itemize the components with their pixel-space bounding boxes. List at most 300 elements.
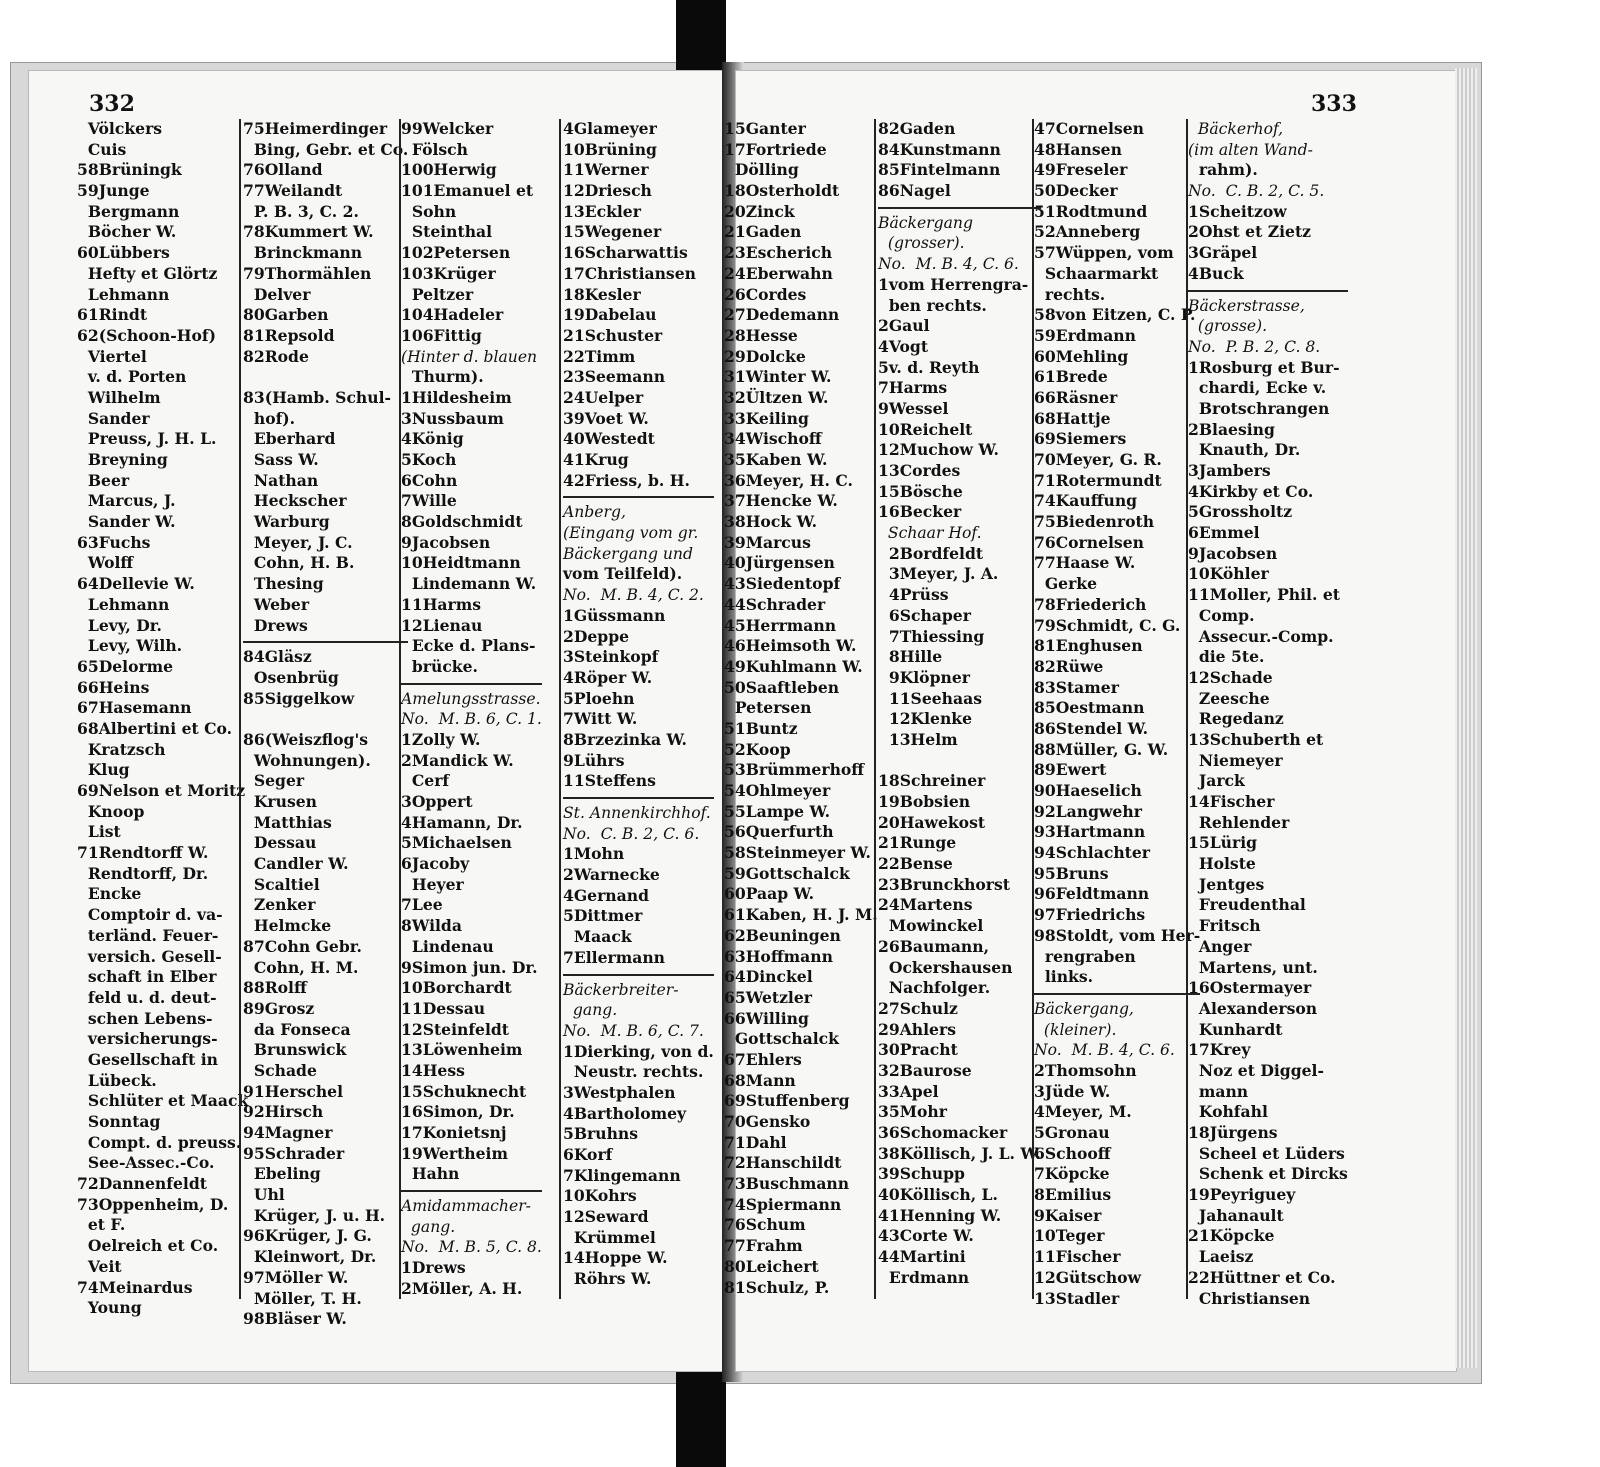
entry-line: Bäckergang und <box>563 544 693 563</box>
entry-line: 77Frahm <box>724 1236 803 1256</box>
entry-line: No. P. B. 2, C. 8. <box>1188 337 1321 356</box>
entry-line: 71Rotermundt <box>1034 470 1162 490</box>
left-column-2 <box>243 119 408 1330</box>
entry-line: Scheel et Lüders <box>1188 1143 1345 1163</box>
entry-line: 81Repsold <box>243 325 335 345</box>
entry-line: 21Runge <box>878 833 957 853</box>
column-divider <box>874 119 876 1299</box>
entry-line: Kunhardt <box>1188 1019 1283 1039</box>
entry-line: 6Cohn <box>401 470 458 490</box>
entry-line: Lehmann <box>77 594 170 614</box>
entry-line: Hahn <box>401 1164 460 1184</box>
right-column-2 <box>878 119 1041 1289</box>
entry-line: 67Hasemann <box>77 698 192 718</box>
entry-line: 1Mohn <box>563 844 625 864</box>
entry-line: 16Scharwattis <box>563 243 688 263</box>
entry-line: 37Hencke W. <box>724 491 838 511</box>
entry-line: 38Köllisch, J. L. W. <box>878 1143 1041 1163</box>
entry-line: 86Nagel <box>878 181 951 201</box>
entry-line: 45Herrmann <box>724 615 837 635</box>
entry-line: 71Rendtorff W. <box>77 843 209 863</box>
entry-line: Maack <box>563 927 632 947</box>
entry-line: 76Schum <box>724 1215 806 1235</box>
entry-line: 5Gronau <box>1034 1123 1110 1142</box>
entry-line: Cohn, H. M. <box>243 957 359 977</box>
entry-line: 46Heimsoth W. <box>724 636 857 656</box>
entry-line: 1Güssmann <box>563 605 666 625</box>
entry-line: 19Bobsien <box>878 792 971 811</box>
entry-line: (Hinter d. blauen <box>401 347 538 366</box>
entry-line: Steinthal <box>401 222 493 242</box>
entry-line: 83(Hamb. Schul- <box>243 387 392 407</box>
entry-line: 42Friess, b. H. <box>563 470 690 490</box>
entry-line: 65Delorme <box>77 656 174 676</box>
entry-line: 47Cornelsen <box>1034 119 1144 138</box>
entry-line: Jentges <box>1188 874 1265 894</box>
entry-line: 22Bense <box>878 854 953 874</box>
entry-line: 69Stuffenberg <box>724 1091 850 1111</box>
left-page <box>28 70 752 1372</box>
entry-line: 5Michaelsen <box>401 833 512 853</box>
entry-line: 50Decker <box>1034 181 1118 201</box>
entry-line: Gerke <box>1034 574 1098 594</box>
entry-line: 31Winter W. <box>724 367 832 387</box>
entry-line: 58von Eitzen, C. P. <box>1034 305 1196 325</box>
entry-line: 74Meinardus <box>77 1277 193 1297</box>
entry-line: 80Garben <box>243 305 329 325</box>
entry-line: 60Mehling <box>1034 346 1129 366</box>
entry-line: 28Hesse <box>724 325 798 345</box>
entry-line: 7Harms <box>878 378 948 398</box>
entry-line: 39Schupp <box>878 1164 965 1184</box>
entry-line: Nathan <box>243 470 319 490</box>
entry-line: 92Langwehr <box>1034 801 1142 821</box>
entry-line: 61Brede <box>1034 367 1108 387</box>
entry-line: 12Steinfeldt <box>401 1019 510 1039</box>
entry-line: 9Simon jun. Dr. <box>401 957 538 977</box>
section-rule <box>1034 993 1200 995</box>
entry-line: 96Krüger, J. G. <box>243 1226 372 1246</box>
entry-line: Candler W. <box>243 854 349 874</box>
entry-line: Comptoir d. va- <box>77 905 223 925</box>
entry-line: 3Jambers <box>1188 461 1271 480</box>
entry-line: Klug <box>77 760 130 780</box>
entry-line: rechts. <box>1034 284 1106 304</box>
entry-line <box>243 709 408 730</box>
entry-line: 1Scheitzow <box>1188 201 1287 221</box>
entry-line: 2Deppe <box>563 626 630 646</box>
entry-line: 9Jacobsen <box>401 532 491 552</box>
entry-line: 81Schulz, P. <box>724 1277 830 1297</box>
entry-line: 19Wertheim <box>401 1143 508 1163</box>
entry-line: 5Grossholtz <box>1188 502 1293 522</box>
entry-line: St. Annenkirchhof. <box>563 804 711 822</box>
entry-line: 68Hattje <box>1034 408 1111 428</box>
entry-line: 39Marcus <box>724 532 811 552</box>
entry-line: 10Borchardt <box>401 978 512 998</box>
entry-line: Alexanderson <box>1188 998 1318 1018</box>
entry-line: 82Rüwe <box>1034 656 1104 676</box>
entry-line: 18Osterholdt <box>724 181 840 201</box>
entry-line: 21Schuster <box>563 325 663 345</box>
entry-line: Bing, Gebr. et Co. <box>243 139 409 159</box>
entry-line: 15Bösche <box>878 481 963 501</box>
section-rule <box>1188 290 1348 292</box>
entry-line: 2Thomsohn <box>1034 1060 1137 1080</box>
entry-line: 8Emilius <box>1034 1185 1112 1205</box>
entry-line: 13Eckler <box>563 201 641 221</box>
entry-line: Lindenau <box>401 936 494 956</box>
entry-line: feld u. d. deut- <box>77 987 217 1007</box>
entry-line: 9Jacobsen <box>1188 543 1278 563</box>
section-rule <box>563 974 714 976</box>
entry-line: 33Keiling <box>724 408 809 428</box>
entry-line: 11Moller, Phil. et <box>1188 585 1340 605</box>
column-divider <box>559 119 561 1299</box>
entry-line: Beer <box>77 470 130 490</box>
entry-line: 22Hüttner et Co. <box>1188 1267 1336 1287</box>
entry-line: 2Ohst et Zietz <box>1188 222 1312 242</box>
entry-line: Ockershausen <box>878 957 1013 977</box>
entry-line: 103Krüger <box>401 263 496 283</box>
entry-line: 32Baurose <box>878 1060 972 1080</box>
entry-line: 49Freseler <box>1034 160 1128 180</box>
entry-line: Weber <box>243 594 310 614</box>
entry-line: 66Willing <box>724 1008 809 1028</box>
entry-line: 17Christiansen <box>563 263 696 283</box>
entry-line: Rehlender <box>1188 812 1290 832</box>
entry-line: 6Korf <box>563 1145 613 1164</box>
entry-line: Möller, T. H. <box>243 1288 362 1308</box>
entry-line: 73Buschmann <box>724 1174 850 1194</box>
entry-line: Ecke d. Plans- <box>401 636 536 656</box>
entry-line: 7Lee <box>401 895 443 915</box>
entry-line: 82Rode <box>243 346 309 366</box>
entry-line: versicherungs- <box>77 1029 218 1049</box>
entry-line: Kleinwort, Dr. <box>243 1247 377 1267</box>
entry-line: 14Hoppe W. <box>563 1248 668 1268</box>
entry-line: No. M. B. 4, C. 2. <box>563 586 704 605</box>
entry-line: Schade <box>243 1060 317 1080</box>
entry-line: 1Dierking, von d. <box>563 1041 714 1061</box>
entry-line: 51Rodtmund <box>1034 201 1148 221</box>
entry-line: 89Grosz <box>243 998 315 1018</box>
entry-line: Wilhelm <box>77 387 161 407</box>
entry-line: 51Buntz <box>724 718 798 738</box>
entry-line: Heyer <box>401 874 464 894</box>
entry-line: 70Meyer, G. R. <box>1034 450 1162 469</box>
entry-line: 38Hock W. <box>724 512 818 532</box>
entry-line: Fölsch <box>401 139 469 159</box>
entry-line: Böcher W. <box>77 222 177 242</box>
entry-line: Veit <box>77 1256 122 1276</box>
entry-line: 5Bruhns <box>563 1124 639 1144</box>
entry-line: 10Teger <box>1034 1226 1105 1246</box>
entry-line: 8Goldschmidt <box>401 512 523 532</box>
entry-line: Viertel <box>77 346 147 366</box>
section-rule <box>878 207 1041 209</box>
entry-line: Delver <box>243 284 311 304</box>
entry-line: No. M. B. 4, C. 6. <box>878 255 1019 274</box>
entry-line: Breyning <box>77 450 168 469</box>
entry-line: Assecur.-Comp. <box>1188 626 1334 646</box>
entry-line: Bäckerstrasse, <box>1188 296 1305 315</box>
entry-line: 75Heimerdinger <box>243 119 388 138</box>
entry-line: 62Beuningen <box>724 925 841 945</box>
entry-line: 1Zolly W. <box>401 729 481 749</box>
entry-line: 33Apel <box>878 1081 939 1101</box>
entry-line: 3Nussbaum <box>401 408 504 428</box>
entry-line: 83Stamer <box>1034 677 1119 697</box>
entry-line: gang. <box>563 1001 618 1020</box>
entry-line: 84Kunstmann <box>878 139 1001 159</box>
entry-line: 13Löwenheim <box>401 1040 523 1060</box>
entry-line: Christiansen <box>1188 1288 1311 1308</box>
entry-line: 17Krey <box>1188 1040 1251 1060</box>
entry-line: 68Mann <box>724 1070 796 1090</box>
entry-line: 1Rosburg et Bur- <box>1188 357 1340 377</box>
entry-line: 16Becker <box>878 502 962 522</box>
entry-line: 4Hamann, Dr. <box>401 812 523 832</box>
page-number-right: 333 <box>1311 91 1357 117</box>
entry-line: 24Martens <box>878 895 973 915</box>
entry-line: 6Schooff <box>1034 1143 1111 1163</box>
entry-line: 36Meyer, H. C. <box>724 470 853 490</box>
entry-line: 67Ehlers <box>724 1049 802 1069</box>
entry-line: et F. <box>77 1215 126 1235</box>
entry-line: 78Kummert W. <box>243 222 374 242</box>
entry-line: 72Hanschildt <box>724 1153 842 1173</box>
entry-line: 86Stendel W. <box>1034 718 1149 738</box>
entry-line: 27Schulz <box>878 998 958 1018</box>
entry-line: Osenbrüg <box>243 667 339 687</box>
entry-line: 40Köllisch, L. <box>878 1185 998 1205</box>
entry-line: 98Stoldt, vom Her- <box>1034 925 1201 945</box>
entry-line: 56Querfurth <box>724 822 834 842</box>
entry-line: 13Schuberth et <box>1188 729 1324 749</box>
entry-line: 29Ahlers <box>878 1019 956 1039</box>
entry-line: Noz et Diggel- <box>1188 1060 1324 1080</box>
entry-line: 11Dessau <box>401 998 486 1018</box>
entry-line: Levy, Wilh. <box>77 636 183 656</box>
entry-line: 43Corte W. <box>878 1226 974 1246</box>
entry-line: 7Ellermann <box>563 947 665 967</box>
entry-line: 71Dahl <box>724 1132 787 1152</box>
entry-line: 12Gütschow <box>1034 1267 1141 1287</box>
entry-line: 99Welcker <box>401 119 494 138</box>
entry-line: 69Nelson et Moritz <box>77 781 246 800</box>
entry-line: 11Steffens <box>563 771 656 791</box>
entry-line: 87Cohn Gebr. <box>243 936 362 956</box>
entry-line: Cohn, H. B. <box>243 553 355 573</box>
entry-line: 3Steinkopf <box>563 647 659 667</box>
entry-line: 94Magner <box>243 1123 333 1142</box>
entry-line: Dessau <box>243 833 317 853</box>
entry-line: Kratzsch <box>77 739 166 759</box>
entry-line: 100Herwig <box>401 160 497 180</box>
entry-line: 79Schmidt, C. G. <box>1034 615 1181 635</box>
entry-line: 10Reichelt <box>878 419 973 439</box>
entry-line: 18Schreiner <box>878 771 986 791</box>
entry-line: 13Stadler <box>1034 1288 1120 1308</box>
entry-line: 4Prüss <box>878 585 949 605</box>
entry-line: Sander W. <box>77 512 176 532</box>
entry-line: Schenk et Dircks <box>1188 1164 1348 1184</box>
entry-line: (grosser). <box>878 234 965 253</box>
entry-line: 9Wessel <box>878 398 949 418</box>
entry-line: 75Biedenroth <box>1034 512 1155 532</box>
entry-line: 8Wilda <box>401 916 462 936</box>
section-rule <box>563 496 714 498</box>
entry-line: 27Dedemann <box>724 305 840 325</box>
entry-line: 29Dolcke <box>724 346 806 366</box>
entry-line: 40Westedt <box>563 429 655 449</box>
section-rule <box>401 1190 542 1192</box>
entry-line: terländ. Feuer- <box>77 925 219 945</box>
entry-line: 7Thiessing <box>878 626 985 646</box>
entry-line: 32Ültzen W. <box>724 387 829 407</box>
entry-line: 97Friedrichs <box>1034 905 1146 925</box>
entry-line: Kohfahl <box>1188 1102 1268 1122</box>
entry-line: 5Ploehn <box>563 688 635 708</box>
entry-line: 8Hille <box>878 647 943 667</box>
entry-line: 7Köpcke <box>1034 1164 1110 1184</box>
entry-line: 3Meyer, J. A. <box>878 564 999 584</box>
entry-line: Schlüter et Maack <box>77 1091 249 1111</box>
entry-line: 60Paap W. <box>724 884 815 904</box>
entry-line: Young <box>77 1298 142 1318</box>
entry-line: 44Martini <box>878 1247 966 1267</box>
entry-line: 78Friederich <box>1034 594 1147 614</box>
entry-line: 64Dinckel <box>724 967 813 987</box>
column-divider <box>239 119 241 1299</box>
entry-line: 6Jacoby <box>401 854 470 874</box>
entry-line: (Eingang vom gr. <box>563 524 699 543</box>
entry-line: Jahanault <box>1188 1205 1284 1225</box>
entry-line: Nachfolger. <box>878 978 991 998</box>
entry-line: 72Dannenfeldt <box>77 1174 207 1194</box>
entry-line: 44Schrader <box>724 594 826 614</box>
entry-line: 2Warnecke <box>563 865 660 885</box>
entry-line: 40Jürgensen <box>724 553 835 573</box>
entry-line: Bergmann <box>77 201 180 221</box>
entry-line: Knoop <box>77 801 145 821</box>
entry-line: 70Gensko <box>724 1112 811 1131</box>
entry-line: 74Kauffung <box>1034 491 1138 511</box>
entry-line: 7Klingemann <box>563 1165 681 1185</box>
entry-line: 96Feldtmann <box>1034 884 1150 904</box>
entry-line: Marcus, J. <box>77 491 176 511</box>
entry-line: 30Pracht <box>878 1040 958 1060</box>
entry-line: 4Meyer, M. <box>1034 1102 1132 1122</box>
entry-line: Wohnungen). <box>243 750 371 770</box>
entry-line: Comp. <box>1188 605 1255 625</box>
entry-line: 95Schrader <box>243 1143 345 1163</box>
entry-line: 50Saaftleben <box>724 677 840 697</box>
right-column-4 <box>1188 119 1348 1309</box>
entry-line: 63Fuchs <box>77 532 151 552</box>
entry-line: 12Driesch <box>563 181 652 201</box>
entry-line: 41Krug <box>563 450 629 469</box>
entry-line: 52Koop <box>724 739 791 759</box>
entry-line: 14Hess <box>401 1060 465 1080</box>
entry-line: 85Fintelmann <box>878 160 1001 180</box>
entry-line: die 5te. <box>1188 647 1265 667</box>
page-number-left: 332 <box>89 91 135 117</box>
entry-line: Röhrs W. <box>563 1269 652 1289</box>
entry-line: 54Ohlmeyer <box>724 781 831 800</box>
entry-line: Warburg <box>243 512 330 532</box>
entry-line: 9Klöpner <box>878 667 970 687</box>
entry-line: 58Steinmeyer W. <box>724 843 871 863</box>
entry-line: Knauth, Dr. <box>1188 440 1301 460</box>
entry-line: Matthias <box>243 812 332 832</box>
entry-line: rahm). <box>1188 160 1258 180</box>
entry-line: Lehmann <box>77 284 170 304</box>
entry-line: 91Herschel <box>243 1081 344 1101</box>
entry-line: 18Jürgens <box>1188 1123 1278 1142</box>
entry-line: 10Brüning <box>563 139 657 159</box>
entry-line: Drews <box>243 615 308 635</box>
entry-line: 82Gaden <box>878 119 956 138</box>
entry-line: Oelreich et Co. <box>77 1236 219 1256</box>
entry-line: schaft in Elber <box>77 967 217 987</box>
left-column-3 <box>401 119 542 1300</box>
entry-line: 1Drews <box>401 1258 466 1278</box>
entry-line: Regedanz <box>1188 709 1284 729</box>
entry-line: chardi, Ecke v. <box>1188 378 1327 398</box>
entry-line: Sonntag <box>77 1112 161 1131</box>
entry-line: 6Schaper <box>878 605 971 625</box>
entry-line: 11Seehaas <box>878 688 982 708</box>
entry-line: 2Bordfeldt <box>878 543 984 563</box>
entry-line <box>243 367 408 388</box>
entry-line: 52Anneberg <box>1034 222 1141 242</box>
entry-line: Uhl <box>243 1185 285 1205</box>
entry-line: 89Ewert <box>1034 760 1107 780</box>
entry-line: 13Helm <box>878 729 958 749</box>
entry-line: 18Kesler <box>563 284 641 304</box>
entry-line: 58Brüningk <box>77 160 182 180</box>
entry-line: 49Kuhlmann W. <box>724 656 863 676</box>
entry-line: 3Gräpel <box>1188 243 1258 263</box>
entry-line: 69Siemers <box>1034 429 1127 449</box>
entry-line: 102Petersen <box>401 243 511 263</box>
entry-line: 24Eberwahn <box>724 263 833 283</box>
entry-line: 16Ostermayer <box>1188 978 1312 998</box>
entry-line: 15Wegener <box>563 222 662 242</box>
entry-line: 43Siedentopf <box>724 574 841 594</box>
entry-line: 66Räsner <box>1034 387 1118 407</box>
entry-line: 59Junge <box>77 181 150 201</box>
entry-line: See-Assec.-Co. <box>77 1153 215 1173</box>
entry-line: mann <box>1188 1081 1249 1101</box>
entry-line: da Fonseca <box>243 1019 351 1039</box>
entry-line: 98Bläser W. <box>243 1309 347 1329</box>
entry-line: 11Harms <box>401 594 482 614</box>
entry-line: (im alten Wand- <box>1188 140 1313 159</box>
left-column-1 <box>77 119 248 1319</box>
entry-line: 55Lampe W. <box>724 801 831 821</box>
entry-line: 34Wischoff <box>724 429 822 449</box>
entry-line: Krümmel <box>563 1227 656 1247</box>
section-rule <box>563 797 714 799</box>
entry-line: 26Cordes <box>724 284 807 304</box>
entry-line: 88Rolff <box>243 978 307 998</box>
entry-line: 101Emanuel et <box>401 181 534 201</box>
entry-line: Helmcke <box>243 916 332 936</box>
entry-line: 2Blaesing <box>1188 419 1275 439</box>
